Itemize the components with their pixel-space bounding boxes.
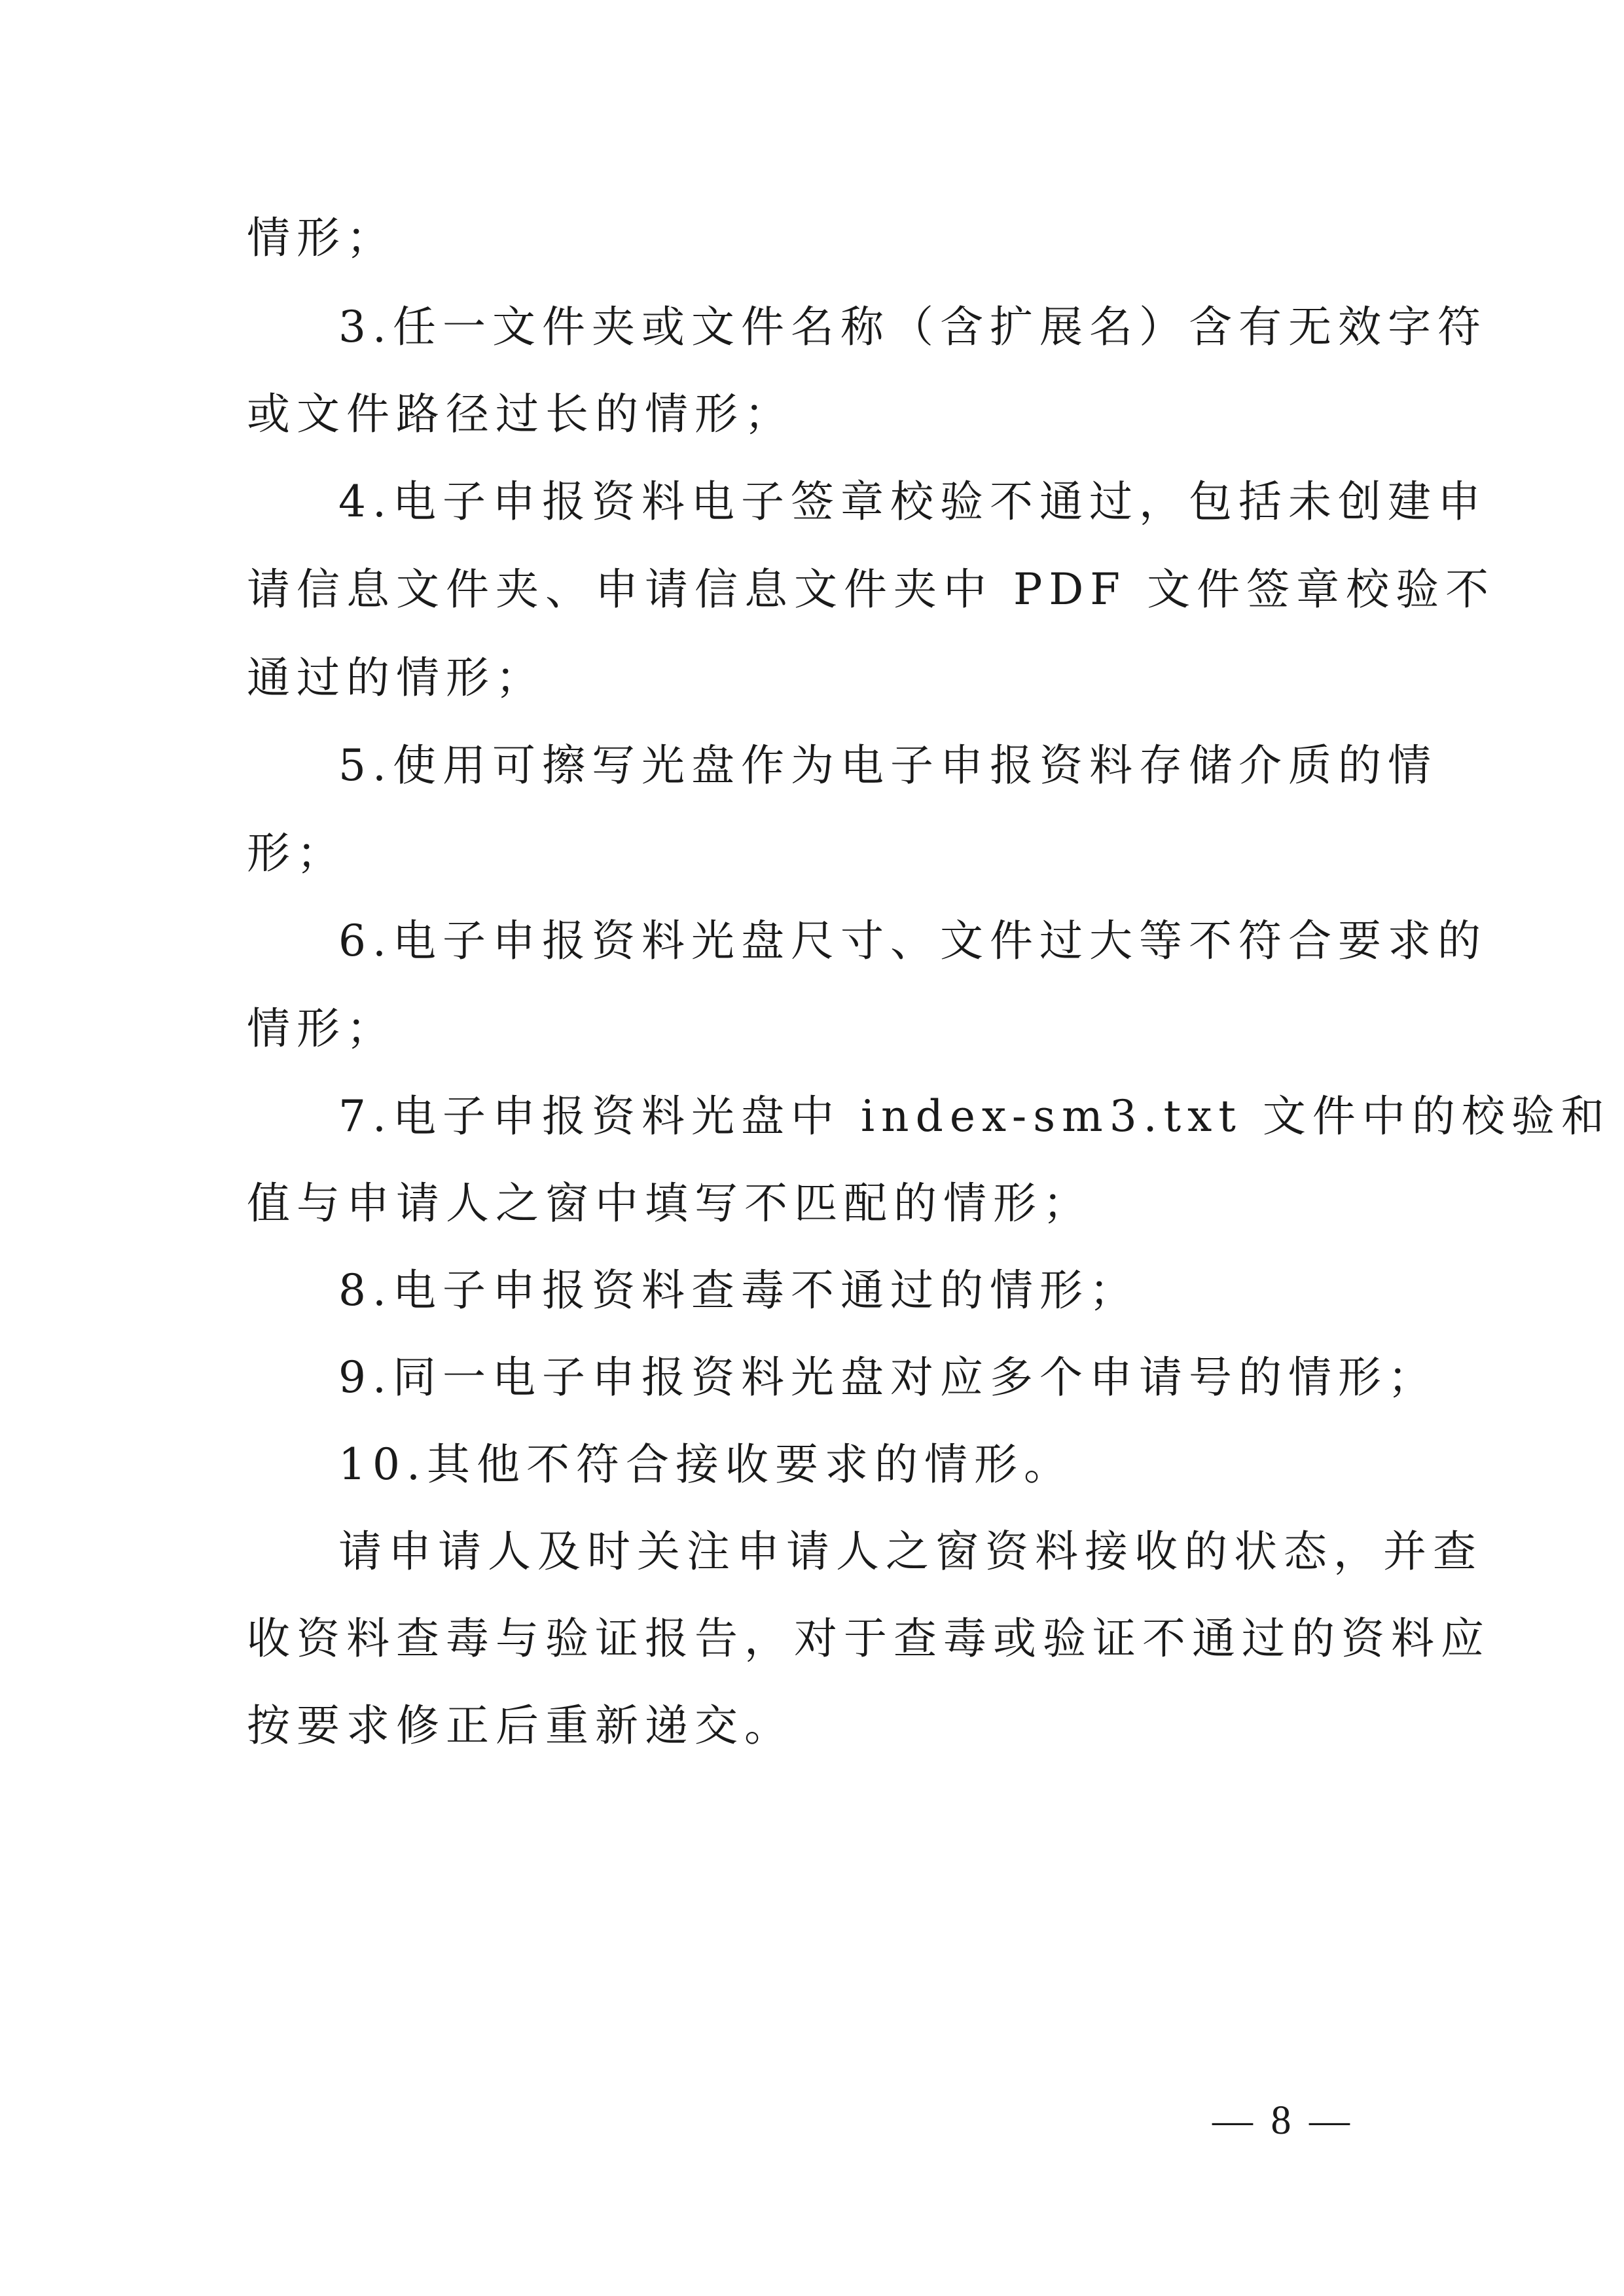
text-line: 3.任一文件夹或文件名称（含扩展名）含有无效字符: [338, 302, 1487, 352]
text-line: 6.电子申报资料光盘尺寸、文件过大等不符合要求的: [338, 916, 1487, 966]
text-line: 9.同一电子申报资料光盘对应多个申请号的情形；: [338, 1352, 1437, 1403]
text-line: 情形；: [247, 1003, 396, 1054]
text-line: 按要求修正后重新递交。: [247, 1700, 794, 1751]
text-line: 请信息文件夹、申请信息文件夹中 PDF 文件签章校验不: [247, 564, 1496, 615]
text-line: 7.电子申报资料光盘中 index-sm3.txt 文件中的校验和: [338, 1091, 1611, 1141]
text-line: 形；: [247, 828, 346, 878]
text-line: 通过的情形；: [247, 653, 545, 703]
text-line: 收资料查毒与验证报告，对于查毒或验证不通过的资料应: [247, 1613, 1490, 1664]
text-line: 值与申请人之窗中填写不匹配的情形；: [247, 1178, 1092, 1229]
page-number: — 8 —: [1212, 2098, 1354, 2143]
text-line: 8.电子申报资料查毒不通过的情形；: [338, 1265, 1139, 1316]
text-line: 4.电子申报资料电子签章校验不通过，包括未创建申: [338, 476, 1487, 527]
text-line: 请申请人及时关注申请人之窗资料接收的状态，并查: [338, 1526, 1483, 1577]
text-line: 或文件路径过长的情形；: [247, 389, 794, 439]
text-line: 情形；: [247, 213, 396, 263]
text-line: 10.其他不符合接收要求的情形。: [338, 1439, 1074, 1490]
text-line: 5.使用可擦写光盘作为电子申报资料存储介质的情: [338, 740, 1437, 791]
